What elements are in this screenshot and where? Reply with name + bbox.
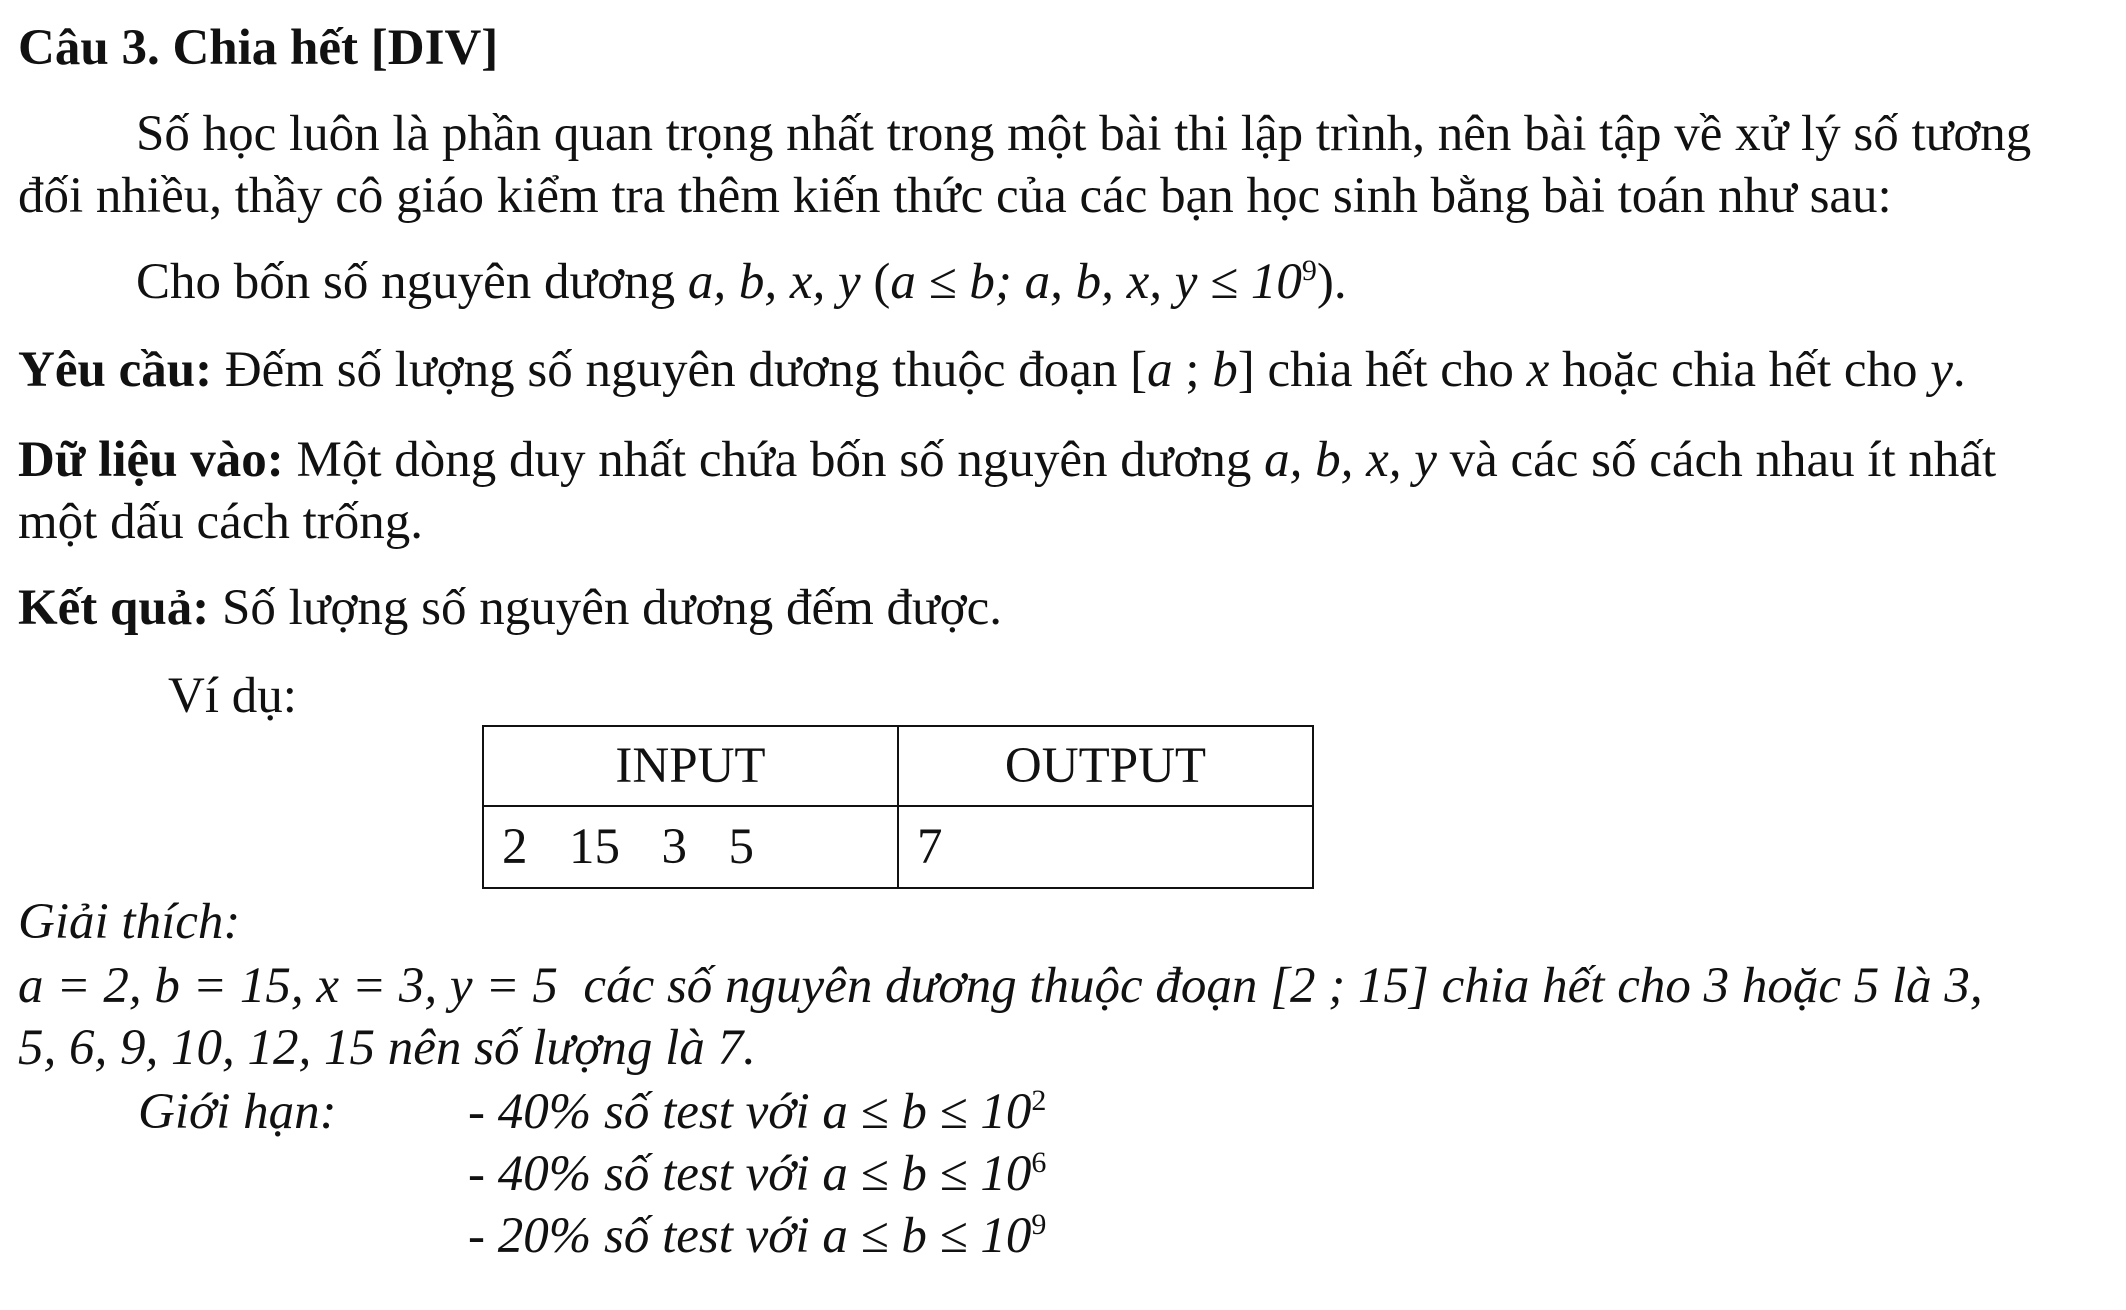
explanation-line-2 (18, 1018, 756, 1078)
input-section-text-1: Một dòng duy nhất chứa bốn số nguyên dương (283, 432, 1265, 488)
input-section-vars: a, b, x, y (1264, 432, 1437, 488)
limit-item-text: - 20% số test với a ≤ b ≤ 10 (468, 1208, 1032, 1264)
limit-item-exponent: 9 (1031, 1208, 1047, 1241)
given-statement (136, 252, 1347, 312)
result-section-text: Số lượng số nguyên dương đếm được. (209, 580, 1003, 636)
result-section (18, 578, 1002, 638)
limit-item-text: - 40% số test với a ≤ b ≤ 10 (468, 1084, 1032, 1140)
requirement-label: Yêu cầu: (18, 342, 213, 398)
explanation-line-1-text: a = 2, b = 15, x = 3, y = 5 các số nguyên dương thuộc đoạn [2 ; 15] chia hết cho 3 hoặc 5 là 3, (18, 958, 1983, 1014)
limit-item (468, 1144, 1046, 1204)
example-table-header-row (483, 726, 1313, 806)
limit-item (468, 1082, 1046, 1142)
requirement-text-5: . (1952, 342, 1966, 398)
given-text: Cho bốn số nguyên dương (136, 254, 688, 310)
limits-label-text: Giới hạn: (138, 1084, 337, 1140)
input-section-line-2: một dấu cách trống. (18, 494, 424, 550)
example-table (482, 725, 1314, 889)
requirement-var-y: y (1930, 342, 1953, 398)
result-section-label: Kết quả: (18, 580, 210, 636)
example-table-header-output: OUTPUT (898, 726, 1313, 806)
requirement-var-a: a (1147, 342, 1173, 398)
requirement-text-4: hoặc chia hết cho (1549, 342, 1931, 398)
table-row (483, 806, 1313, 888)
given-cond-close: ). (1316, 254, 1347, 310)
limit-item (468, 1206, 1046, 1266)
limit-item-text: - 40% số test với a ≤ b ≤ 10 (468, 1146, 1032, 1202)
input-section-text-2: và các số cách nhau ít nhất (1436, 432, 1997, 488)
input-section-label: Dữ liệu vào: (18, 432, 284, 488)
requirement-text-2: ; (1172, 342, 1213, 398)
problem-title: Câu 3. Chia hết [DIV] (18, 20, 499, 76)
explanation-line-2-text: 5, 6, 9, 10, 12, 15 nên số lượng là 7. (18, 1020, 756, 1076)
input-section-line-1 (18, 430, 1996, 490)
example-label: Ví dụ: (168, 668, 297, 724)
given-vars: a, b, x, y (687, 254, 861, 310)
limit-item-exponent: 6 (1031, 1146, 1047, 1179)
given-condition: a ≤ b; a, b, x, y ≤ 10 (890, 254, 1302, 310)
requirement-text-1: Đếm số lượng số nguyên dương thuộc đoạn [ (212, 342, 1148, 398)
requirement-var-b: b (1212, 342, 1238, 398)
example-input-cell: 2 15 3 5 (483, 806, 898, 888)
explanation-label (18, 892, 240, 952)
given-cond-open: ( (860, 254, 891, 310)
requirement-var-x: x (1526, 342, 1550, 398)
explanation-label-text: Giải thích: (18, 894, 241, 950)
explanation-line-1 (18, 956, 1983, 1016)
requirement-text-3: ] chia hết cho (1237, 342, 1527, 398)
intro-line-2: đối nhiều, thầy cô giáo kiểm tra thêm kiến thức của các bạn học sinh bằng bài toán như sau: (18, 168, 1892, 224)
example-output-cell: 7 (898, 806, 1313, 888)
intro-line-1: Số học luôn là phần quan trọng nhất trong một bài thi lập trình, nên bài tập về xử lý số tương (136, 106, 2032, 162)
requirement (18, 340, 1966, 400)
given-exponent: 9 (1301, 254, 1317, 287)
example-table-header-input: INPUT (483, 726, 898, 806)
limits-label (138, 1082, 337, 1142)
limit-item-exponent: 2 (1031, 1084, 1047, 1117)
